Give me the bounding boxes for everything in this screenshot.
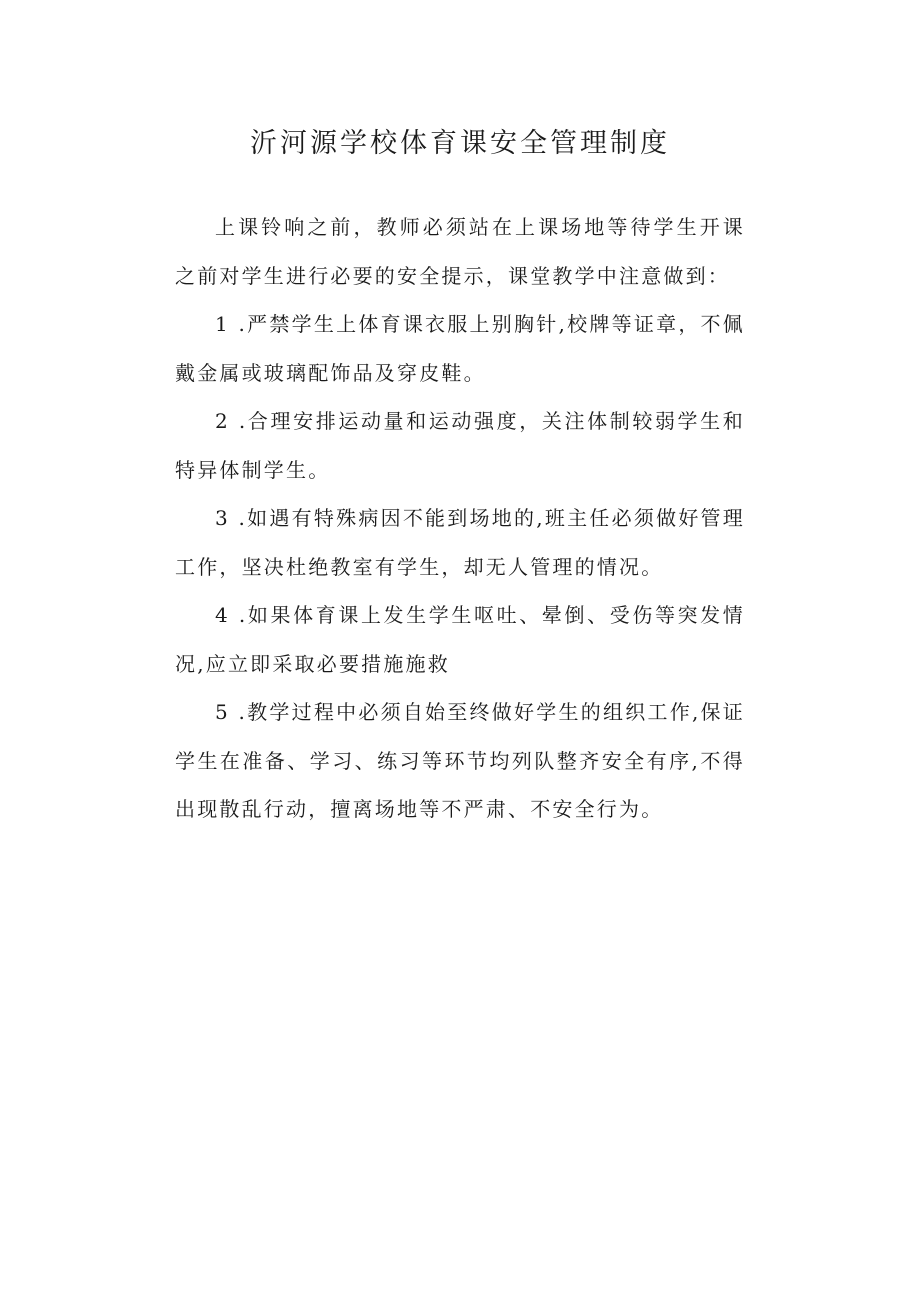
document-title: 沂河源学校体育课安全管理制度: [250, 128, 670, 159]
paragraph-item-1: 1 .严禁学生上体育课衣服上别胸针,校牌等证章，不佩戴金属或玻璃配饰品及穿皮鞋。: [175, 312, 745, 385]
paragraph-item-4: 4 .如果体育课上发生学生呕吐、晕倒、受伤等突发情况,应立即采取必要措施施救: [175, 603, 745, 676]
document-body: [175, 203, 745, 834]
paragraph-item-2: 2 .合理安排运动量和运动强度，关注体制较弱学生和特异体制学生。: [175, 409, 745, 482]
paragraph-intro: 上课铃响之前，教师必须站在上课场地等待学生开课之前对学生进行必要的安全提示，课堂教学中注意做到：: [175, 215, 745, 288]
paragraph-item-3: 3 .如遇有特殊病因不能到场地的,班主任必须做好管理工作，坚决杜绝教室有学生，却无人管理的情况。: [175, 506, 745, 579]
paragraph-item-5: 5 .教学过程中必须自始至终做好学生的组织工作,保证学生在准备、学习、练习等环节均列队整齐安全有序,不得出现散乱行动，擅离场地等不严肃、不安全行为。: [175, 700, 745, 821]
